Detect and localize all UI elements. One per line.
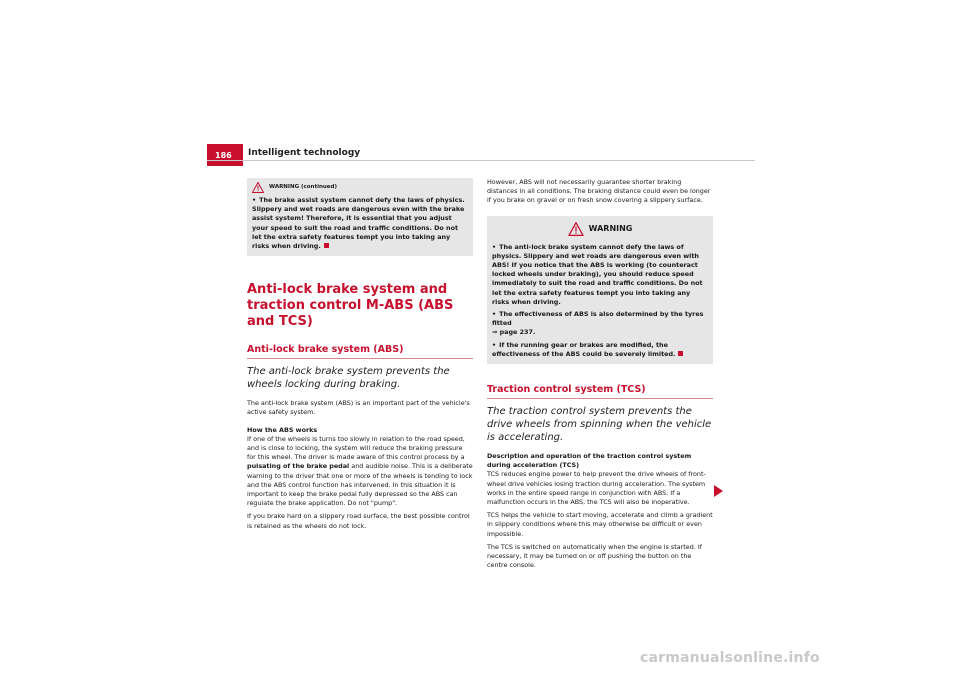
tcs-desc-text: TCS reduces engine power to help prevent the drive wheels of front-wheel drive vehicles losing traction during acceleration. The system works in the entire speed range in conjunction with ABS. If a malfunction occurs in the ABS, the TCS will also be inoperative.: [487, 470, 706, 507]
right-column: [487, 178, 713, 570]
warning-item: [492, 243, 708, 307]
abs-lead: The anti-lock brake system prevents the wheels locking during braking.: [247, 366, 450, 391]
warning-item-text: The effectiveness of ABS is also determined by the tyres fitted: [492, 310, 704, 328]
warning-item: [492, 341, 708, 359]
page-number: 186: [207, 144, 243, 166]
abs-how-paragraph: [247, 426, 473, 509]
abs-title: Anti-lock brake system (ABS): [247, 344, 473, 359]
warning-continued-header: [252, 182, 468, 193]
bullet: •: [492, 242, 497, 251]
warning-item: [492, 310, 708, 338]
end-square-icon: [324, 243, 329, 248]
abs-warning-title: WARNING: [588, 224, 633, 233]
abs-warning-box: [487, 216, 713, 364]
tcs-desc-heading: Description and operation of the traction control system during acceleration (TCS): [487, 452, 692, 470]
tcs-switch-text: The TCS is switched on automatically when the engine is started. If necessary, it may be turned on or off pushing the button on the centre console.: [487, 542, 702, 570]
abs-intro: The anti-lock brake system (ABS) is an important part of the vehicle's active safety system.: [247, 399, 470, 417]
warning-triangle-icon: [252, 182, 264, 193]
bullet: •: [252, 196, 257, 204]
warning-triangle-icon: [568, 222, 584, 236]
warning-continued-title: WARNING (continued): [269, 183, 337, 190]
warning-continued-box: [247, 178, 473, 256]
bullet: •: [492, 310, 497, 319]
warning-item-text: The anti-lock brake system cannot defy the laws of physics. Slippery and wet roads are dangerous even with ABS! If you notice that the ABS is working (to counteract locked wheels under braking), you should reduce speed immediately to suit the road and traffic conditions. Do not let the extra safety features tempt you into taking any risks when driving.: [492, 242, 703, 306]
abs-however-text: However, ABS will not necessarily guarantee shorter braking distances in all conditions. The braking distance could even be longer if you brake on gravel or on fresh snow covering a slippery surface.: [487, 178, 711, 205]
header-rule: [207, 160, 755, 161]
end-square-icon: [678, 351, 683, 356]
abs-how-text-1: If one of the wheels is turns too slowly in relation to the road speed, and is close to locking, the system will reduce the braking pressure for this wheel. The driver is made aware of this control process by a: [247, 434, 465, 462]
tcs-desc-paragraph: [487, 452, 713, 507]
warning-item: [252, 196, 468, 251]
abs-how-heading: How the ABS works: [247, 425, 318, 434]
section-title: Anti-lock brake system and traction control M-ABS (ABS and TCS): [247, 282, 454, 330]
abs-slippery-text: If you brake hard on a slippery road surface, the best possible control is retained as the wheels do not lock.: [247, 512, 470, 530]
abs-how-text-2: and audible noise. This is a deliberate warning to the driver that one or more of the wheels is tending to lock and the ABS control function has intervened. In this situation it is important to keep the brake pedal fully depressed so the ABS can regulate the brake application. Do not "pump".: [247, 462, 473, 508]
running-title: Intelligent technology: [248, 148, 361, 158]
warning-item-text: If the running gear or brakes are modified, the effectiveness of the ABS could be severely limited.: [492, 340, 676, 358]
left-column: [247, 178, 473, 531]
tcs-title: Traction control system (TCS): [487, 384, 713, 399]
header-band: [0, 0, 960, 142]
abs-warning-header: [492, 220, 708, 240]
continue-arrow-icon[interactable]: [714, 485, 723, 497]
page-reference-link[interactable]: ⇒ page 237.: [492, 328, 536, 337]
abs-how-bold: pulsating of the brake pedal: [247, 462, 350, 471]
tcs-helps-text: TCS helps the vehicle to start moving, accelerate and climb a gradient in slippery conditions where this may otherwise be difficult or even impossible.: [487, 511, 713, 538]
bullet: •: [492, 340, 497, 349]
warning-item-text: The brake assist system cannot defy the laws of physics. Slippery and wet roads are dangerous even with the brake assist system! Therefore, it is essential that you adjust your speed to suit the road and traffic conditions. Do not let the extra safety features tempt you into taking any risks when driving.: [252, 196, 465, 251]
tcs-lead: The traction control system prevents the drive wheels from spinning when the vehicle is accelerating.: [487, 406, 712, 444]
watermark: carmanualsonline.info: [640, 650, 820, 666]
